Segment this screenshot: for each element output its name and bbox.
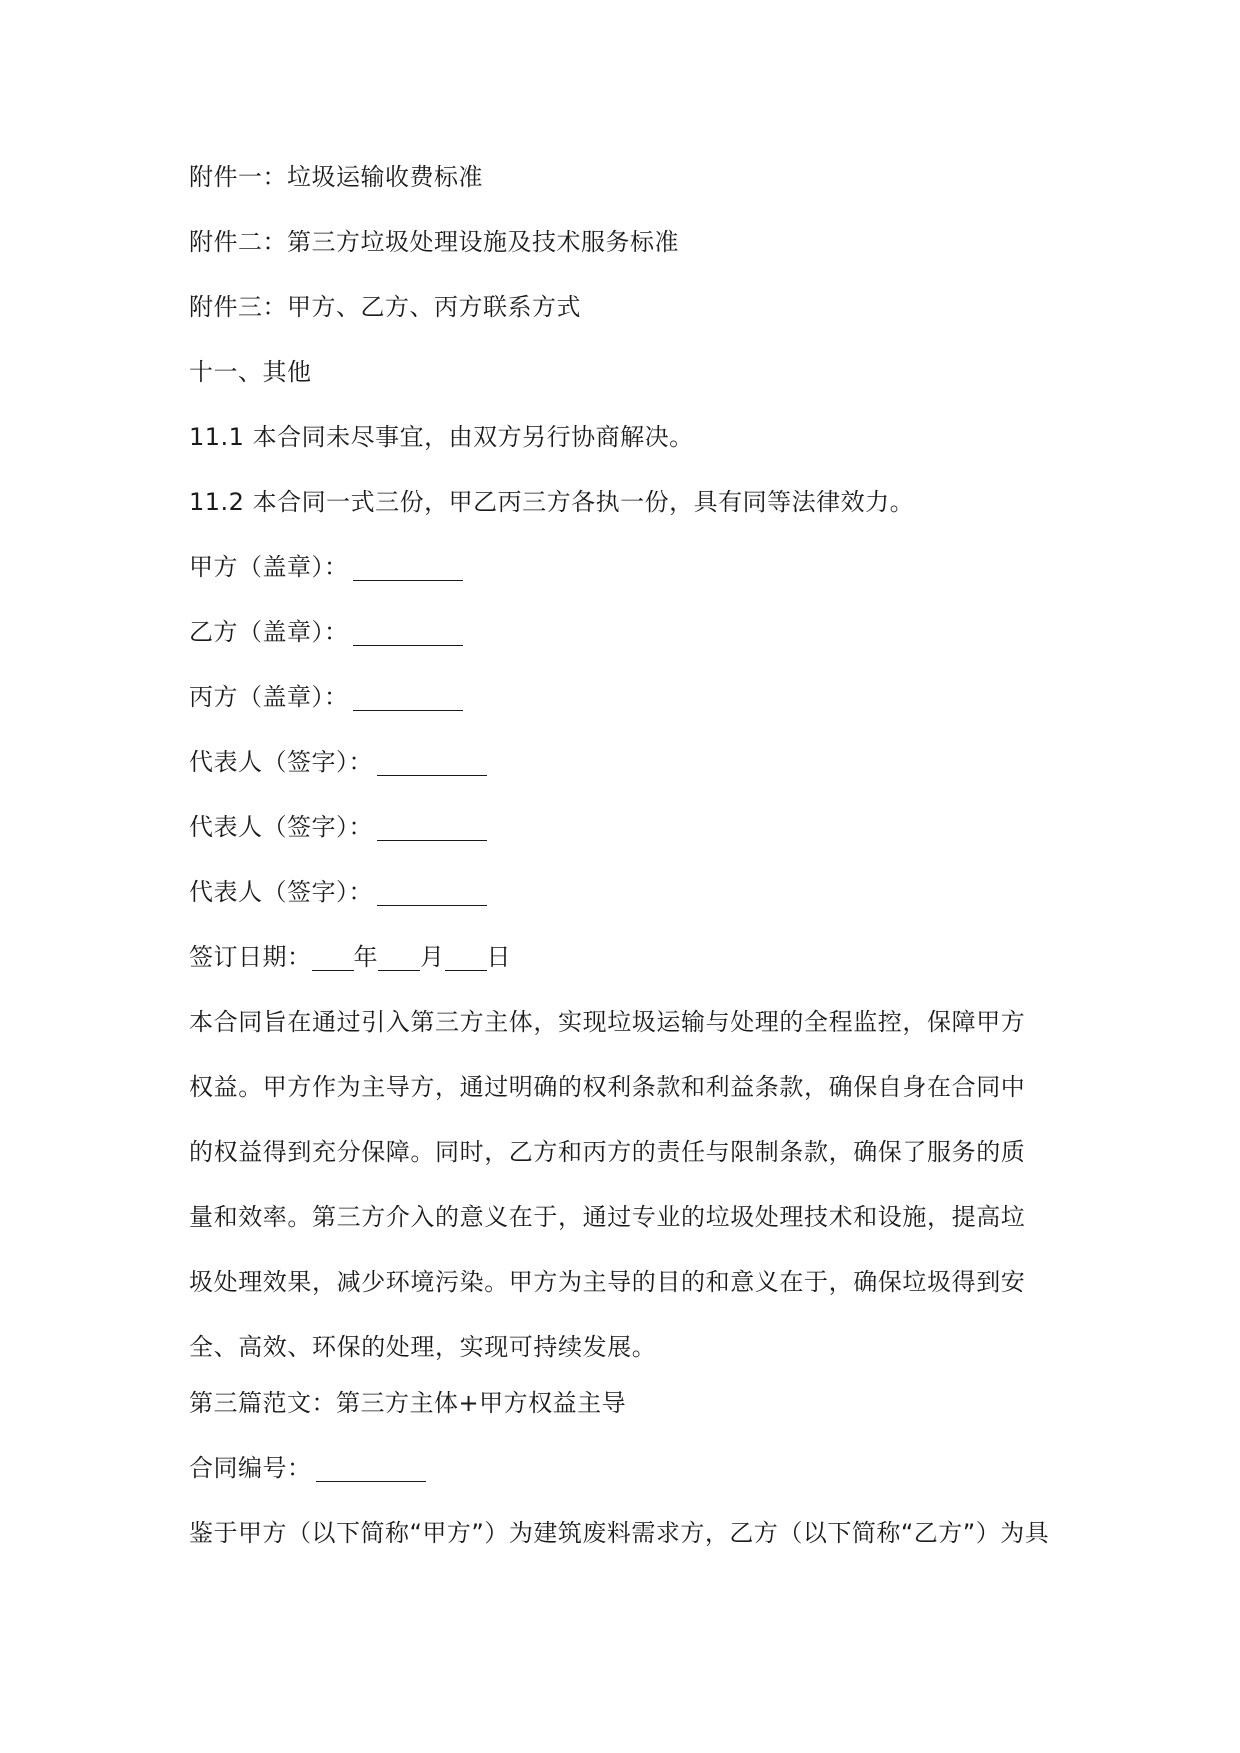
representative-3 <box>189 875 1069 909</box>
document-page <box>189 160 1069 1581</box>
signature-label: 代表人（签字）： <box>189 878 373 906</box>
day-label: 日 <box>486 943 511 971</box>
year-blank[interactable] <box>312 944 354 971</box>
clause-11-1: 11.1 本合同未尽事宜，由双方另行协商解决。 <box>189 423 694 451</box>
month-blank[interactable] <box>378 944 420 971</box>
contract-number-blank[interactable] <box>316 1455 426 1482</box>
summary-paragraph <box>189 990 1069 1380</box>
summary-line: 本合同旨在通过引入第三方主体，实现垃圾运输与处理的全程监控，保障甲方 <box>189 1008 1026 1036</box>
contract-number-label: 合同编号： <box>189 1454 312 1482</box>
month-label: 月 <box>420 943 445 971</box>
preamble: 鉴于甲方（以下简称“甲方”）为建筑废料需求方，乙方（以下简称“乙方”）为具 <box>189 1519 1050 1547</box>
signature-label: 甲方（盖章）： <box>189 553 349 581</box>
section-title-others: 十一、其他 <box>189 358 312 386</box>
signature-blank[interactable] <box>377 749 487 776</box>
signature-label: 代表人（签字）： <box>189 813 373 841</box>
year-label: 年 <box>353 943 378 971</box>
contract-number <box>189 1451 1069 1485</box>
representative-1 <box>189 745 1069 779</box>
signature-label: 代表人（签字）： <box>189 748 373 776</box>
signature-blank[interactable] <box>353 619 463 646</box>
attachment-2: 附件二：第三方垃圾处理设施及技术服务标准 <box>189 228 679 256</box>
signature-blank[interactable] <box>377 814 487 841</box>
signature-blank[interactable] <box>353 684 463 711</box>
signature-label: 乙方（盖章）： <box>189 618 349 646</box>
signature-label: 丙方（盖章）： <box>189 683 349 711</box>
clause-11-2: 11.2 本合同一式三份，甲乙丙三方各执一份，具有同等法律效力。 <box>189 488 915 516</box>
signature-blank[interactable] <box>377 879 487 906</box>
representative-2 <box>189 810 1069 844</box>
summary-line: 权益。甲方作为主导方，通过明确的权利条款和利益条款，确保自身在合同中 <box>189 1073 1026 1101</box>
signature-party-a <box>189 550 1069 584</box>
summary-line: 的权益得到充分保障。同时，乙方和丙方的责任与限制条款，确保了服务的质 <box>189 1138 1026 1166</box>
third-template-title: 第三篇范文：第三方主体+甲方权益主导 <box>189 1389 627 1417</box>
summary-line: 量和效率。第三方介入的意义在于，通过专业的垃圾处理技术和设施，提高垃 <box>189 1203 1026 1231</box>
attachment-3: 附件三：甲方、乙方、丙方联系方式 <box>189 293 581 321</box>
signing-date-label: 签订日期： <box>189 943 312 971</box>
signature-blank[interactable] <box>353 554 463 581</box>
summary-line: 圾处理效果，减少环境污染。甲方为主导的目的和意义在于，确保垃圾得到安 <box>189 1268 1026 1296</box>
attachment-1: 附件一：垃圾运输收费标准 <box>189 163 483 191</box>
day-blank[interactable] <box>445 944 487 971</box>
signature-party-c <box>189 680 1069 714</box>
signing-date <box>189 940 1069 974</box>
summary-line: 全、高效、环保的处理，实现可持续发展。 <box>189 1333 657 1361</box>
signature-party-b <box>189 615 1069 649</box>
